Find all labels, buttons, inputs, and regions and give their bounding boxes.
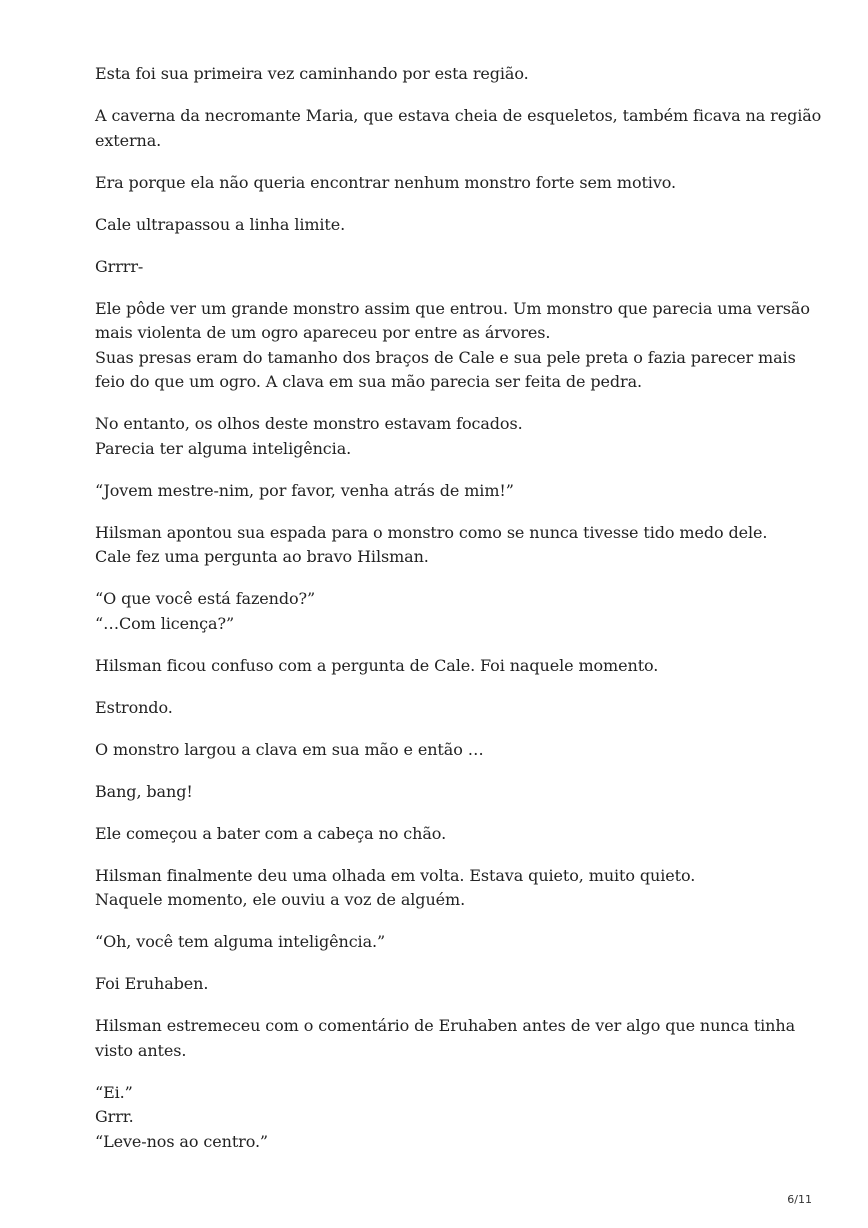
text-line: Ele pôde ver um grande monstro assim que entrou. Um monstro que parecia uma versão	[95, 298, 810, 318]
text-line: visto antes.	[95, 1040, 187, 1060]
paragraph	[95, 412, 795, 461]
text-line: Cale ultrapassou a linha limite.	[95, 214, 346, 234]
paragraph	[95, 696, 795, 721]
paragraph	[95, 255, 795, 280]
text-line: externa.	[95, 130, 162, 150]
paragraph	[95, 1014, 795, 1063]
text-line: No entanto, os olhos deste monstro estavam focados.	[95, 414, 523, 433]
paragraph	[95, 738, 795, 763]
text-line: Ele começou a bater com a cabeça no chão.	[95, 823, 447, 843]
text-line: Naquele momento, ele ouviu a voz de alguém.	[95, 890, 466, 909]
text-line: Bang, bang!	[95, 781, 193, 801]
text-line: Grrr.	[95, 1107, 134, 1126]
text-line: “Ei.”	[95, 1082, 133, 1102]
paragraph	[95, 864, 795, 913]
text-line: mais violenta de um ogro apareceu por entre as árvores.	[95, 323, 551, 342]
paragraph	[95, 297, 810, 395]
paragraph	[95, 479, 795, 504]
text-line: Grrrr-	[95, 256, 144, 276]
text-line: Hilsman apontou sua espada para o monstro como se nunca tivesse tido medo dele.	[95, 522, 768, 542]
text-line: “Oh, você tem alguma inteligência.”	[95, 932, 386, 951]
paragraph	[95, 930, 795, 955]
text-line: Foi Eruhaben.	[95, 974, 209, 993]
text-line: “…Com licença?”	[95, 613, 235, 633]
text-line: A caverna da necromante Maria, que estava cheia de esqueletos, também ficava na região	[95, 106, 822, 125]
text-line: Cale fez uma pergunta ao bravo Hilsman.	[95, 547, 429, 566]
document-body	[95, 62, 822, 1172]
text-line: Suas presas eram do tamanho dos braços de Cale e sua pele preta o fazia parecer mais	[95, 347, 796, 367]
text-line: “Leve-nos ao centro.”	[95, 1131, 269, 1151]
text-line: Parecia ter alguma inteligência.	[95, 438, 352, 458]
text-line: “O que você está fazendo?”	[95, 589, 316, 608]
paragraph	[95, 62, 795, 87]
paragraph	[95, 1081, 795, 1155]
paragraph	[95, 972, 795, 997]
paragraph	[95, 654, 795, 679]
paragraph	[95, 104, 822, 153]
text-line: Estrondo.	[95, 697, 173, 717]
text-line: Era porque ela não queria encontrar nenhum monstro forte sem motivo.	[95, 172, 676, 192]
text-line: O monstro largou a clava em sua mão e então …	[95, 739, 484, 759]
text-line: “Jovem mestre-nim, por favor, venha atrás de mim!”	[95, 480, 514, 500]
paragraph	[95, 521, 795, 570]
page-number: 6/11	[787, 1193, 812, 1206]
text-line: Hilsman ficou confuso com a pergunta de Cale. Foi naquele momento.	[95, 655, 659, 675]
paragraph	[95, 780, 795, 805]
text-line: Hilsman estremeceu com o comentário de Eruhaben antes de ver algo que nunca tinha	[95, 1016, 796, 1035]
text-line: feio do que um ogro. A clava em sua mão parecia ser feita de pedra.	[95, 372, 643, 391]
text-line: Hilsman finalmente deu uma olhada em volta. Estava quieto, muito quieto.	[95, 865, 696, 885]
paragraph	[95, 171, 795, 196]
paragraph	[95, 213, 795, 238]
text-line: Esta foi sua primeira vez caminhando por esta região.	[95, 64, 529, 83]
paragraph	[95, 822, 795, 847]
paragraph	[95, 587, 795, 636]
